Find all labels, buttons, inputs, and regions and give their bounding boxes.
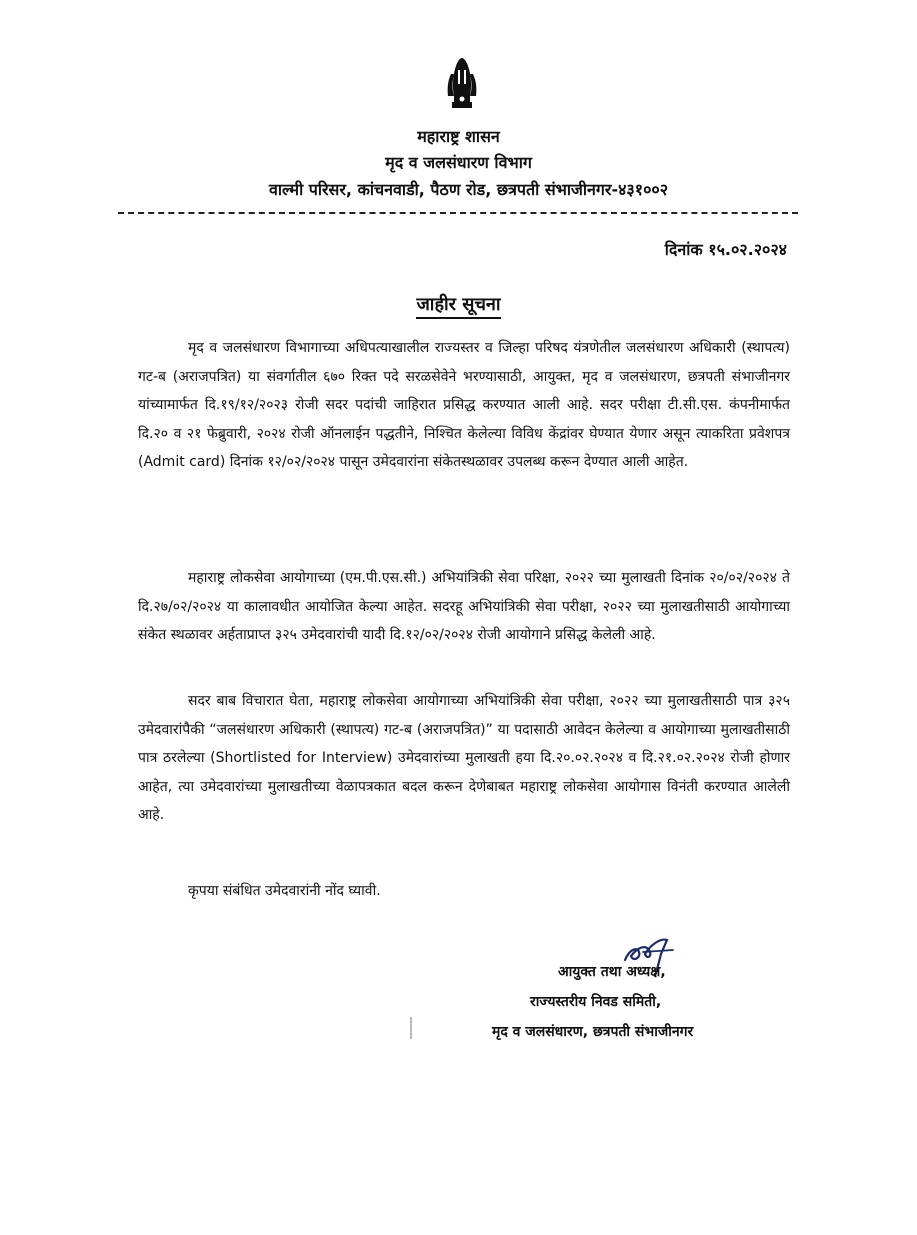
national-emblem-icon [432, 52, 492, 112]
scan-artifact [410, 1017, 412, 1039]
paragraph-2: महाराष्ट्र लोकसेवा आयोगाच्या (एम.पी.एस.सी.) अभियांत्रिकी सेवा परिक्षा, २०२२ च्या मुलाखती दिनांक २०/०२/२०२४ ते दि.२७/०२/२०२४ या कालावधीत आयोजित केल्या आहेत. सदरहू अभियांत्रिकी सेवा परीक्षा, २०२२ च्या मुलाखतीसाठी आयोगाच्या संकेत स्थळावर अर्हताप्राप्त ३२५ उमेदवारांची यादी दि.१२/०२/२०२४ रोजी आयोगाने प्रसिद्ध केलेली आहे. [138, 570, 790, 644]
notice-title [0, 292, 917, 316]
signatory-office: मृद व जलसंधारण, छत्रपती संभाजीनगर [492, 1024, 694, 1040]
paragraph-1: मृद व जलसंधारण विभागाच्या अधिपत्याखालील राज्यस्तर व जिल्हा परिषद यंत्रणेतील जलसंधारण अधिकारी (स्थापत्य) गट-ब (अराजपत्रित) या संवर्गातील ६७० रिक्त पदे सरळसेवेने भरण्यासाठी, आयुक्त, मृद व जलसंधारण, छत्रपती संभाजीनगर यांच्यामार्फत दि.१९/१२/२०२३ रोजी सदर पदांची जाहिरात प्रसिद्ध करण्यात आली आहे. सदर परीक्षा टी.सी.एस. कंपनीमार्फत दि.२० व २१ फेब्रुवारी, २०२४ रोजी ऑनलाईन पद्धतीने, निश्चित केलेल्या विविध केंद्रांवर घेण्यात येणार असून त्याकरिता प्रवेशपत्र (Admit card) दिनांक १२/०२/२०२४ पासून उमेदवारांना संकेतस्थळावर उपलब्ध करून देण्यात आली आहेत. [138, 340, 790, 471]
paragraph-3: सदर बाब विचारात घेता, महाराष्ट्र लोकसेवा आयोगाच्या अभियांत्रिकी सेवा परीक्षा, २०२२ च्या मुलाखतीसाठी पात्र ३२५ उमेदवारांपैकी “जलसंधारण अधिकारी (स्थापत्य) गट-ब (अराजपत्रित)” या पदासाठी आवेदन केलेल्या व आयोगाच्या मुलाखतीसाठी पात्र ठरलेल्या (Shortlisted for Interview) उमेदवारांच्या मुलाखती हया दि.२०.०२.२०२४ व दि.२१.०२.२०२४ रोजी होणार आहेत, त्या उमेदवारांच्या मुलाखतीच्या वेळापत्रकात बदल करून देणेबाबत महाराष्ट्र लोकसेवा आयोगास विनंती करण्यात आलेली आहे. [138, 693, 790, 824]
header-divider [118, 212, 798, 214]
signatory-committee: राज्यस्तरीय निवड समिती, [530, 994, 662, 1010]
notice-title-text: जाहीर सूचना [416, 294, 500, 319]
office-address: वाल्मी परिसर, कांचनवाडी, पैठण रोड, छत्रपती संभाजीनगर-४३१००२ [268, 180, 669, 199]
department-name: मृद व जलसंधारण विभाग [385, 153, 532, 172]
govt-name: महाराष्ट्र शासन [417, 127, 500, 146]
signatory-title: आयुक्त तथा अध्यक्ष, [558, 964, 666, 980]
notice-date: दिनांक १५.०२.२०२४ [664, 240, 787, 259]
paragraph-4: कृपया संबंधित उमेदवारांनी नोंद घ्यावी. [188, 883, 381, 899]
